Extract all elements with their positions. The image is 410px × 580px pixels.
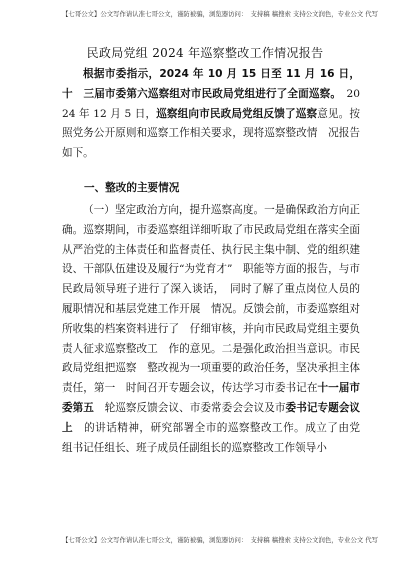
body-text-1: （一）坚定政治方向，提升巡察高度。一是确保政治方向正确。巡察期间，市委巡察组详细听取了市民政局党组在落实全面从严治党的主体责任和监督责任、执行民主集中制、党的组织建设、干部队伍建设及履行“为党育才” 职能等方面的报告，与市民政局领导班子进行了深入谈话， 同时了解了重点岗位人员的履职情况和基层党建工作开展 情况。反馈会前，市委巡察组对所收集的档案资料进行了 仔细审核，并向市民政局党组主要负责人征求巡察整改工 作的意见。二是强化政治担当意识。市民政局党组把巡察 整改视为一项重要的政治任务，坚决承担主体责任，第一 时间召开专题会议，传达学习市委书记在 <box>62 204 360 395</box>
body-text-2: 轮巡察反馈会议、市委常委会会议及市 <box>93 401 286 414</box>
body-bold-1: 十一届市委第五 <box>62 382 361 414</box>
intro-bold-lead: 根据市委指示，2024 年 10 月 15 日至 11 月 16 日，十 三届市委第六巡察组对市民政局党组进行了全面巡察。 <box>62 68 360 100</box>
body-bold-2: 委书记专题会议上 <box>62 401 361 434</box>
document-title: 民政局党组 2024 年巡察整改工作情况报告 <box>86 46 324 60</box>
header-watermark-banner: 【七哥公文】公文写作请认准七哥公文，谨防被骗，浏览器访问： 支持稿 稿搜索 支持公文润色，专业公文 代写 <box>62 10 379 18</box>
intro-bold-feedback: 巡察组向市民政局党组反馈了巡察 <box>156 107 318 120</box>
section-heading: 一、整改的主要情况 <box>84 182 180 194</box>
intro-paragraph <box>62 65 360 164</box>
body-paragraph <box>62 201 371 458</box>
intro-text-date: 2024 年 12 月 5 日， <box>62 87 360 120</box>
body-text-3: 的讲话精神，研究部署全市的巡察整改工作。成立了由党 组书记任组长、班子成员任副组长的巡察整改工作领导小 <box>62 421 371 454</box>
intro-text-rest: 意见。按照党务公开原则和巡察工作相关要求，现将巡察整改情 况报告如下。 <box>62 107 360 160</box>
footer-watermark-banner: 【七哥公文】公文写作请认准七哥公文，谨防被骗，浏览器访问： 支持稿 稿搜索 支持公文润色，专业公文 代写 <box>62 536 379 544</box>
